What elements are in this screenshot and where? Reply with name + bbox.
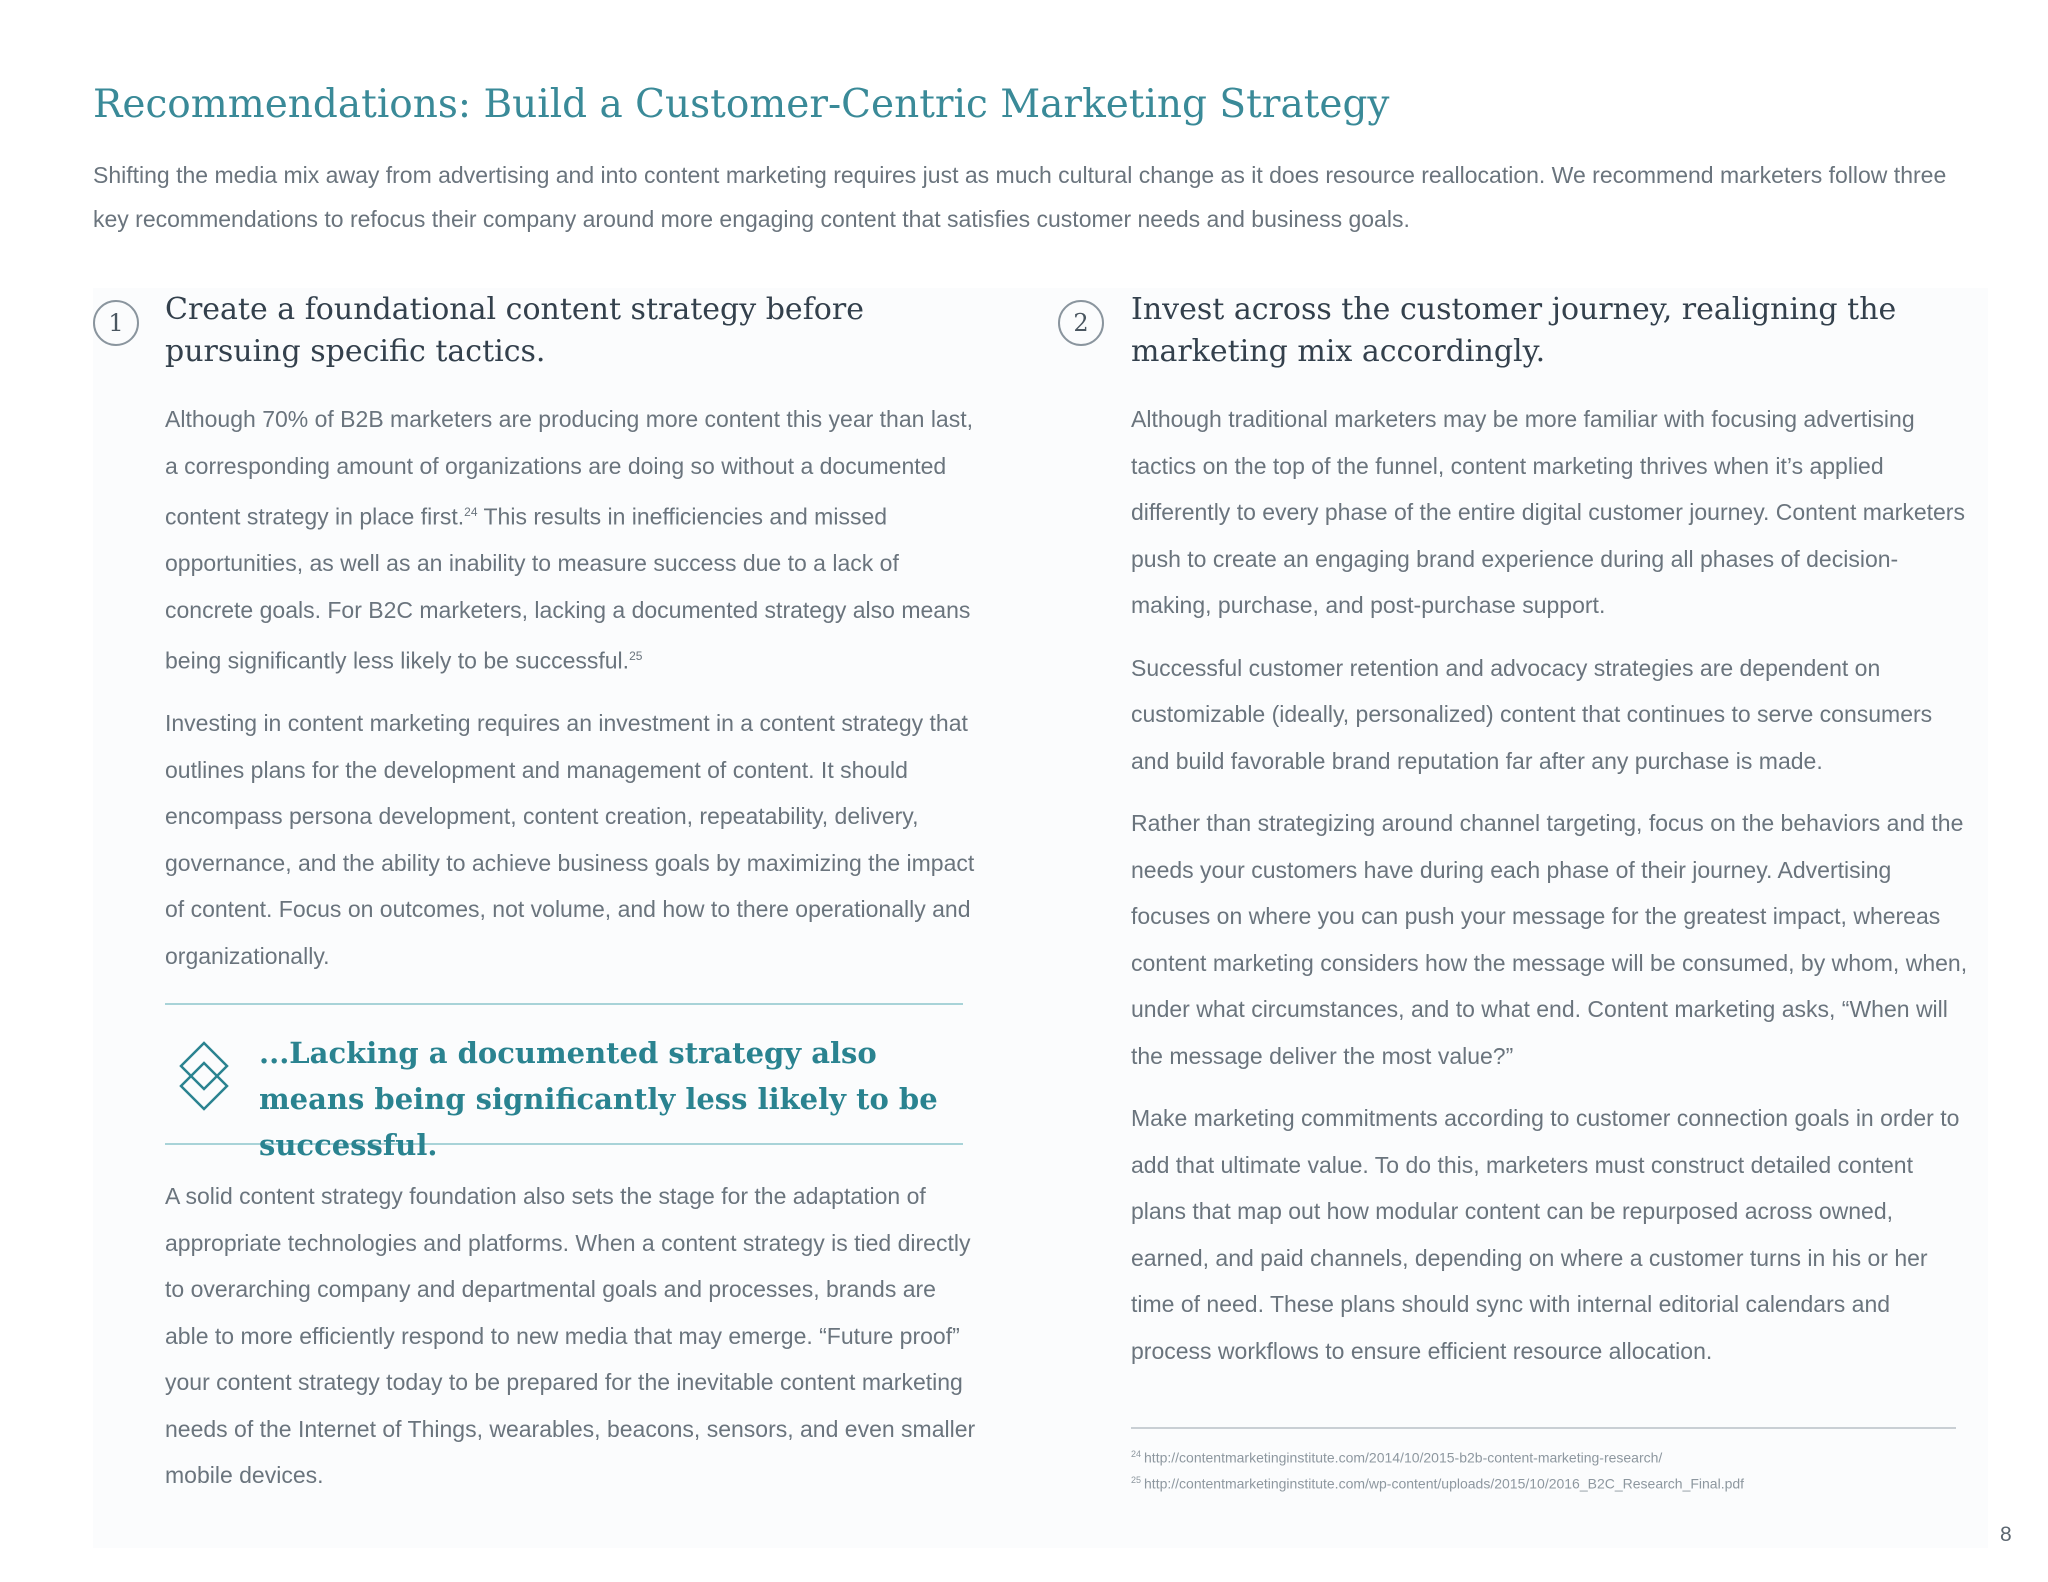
page-title: Recommendations: Build a Customer-Centric Marketing Strategy bbox=[93, 82, 1390, 127]
intro-paragraph: Shifting the media mix away from advertising and into content marketing requires just as much cultural change as it does resource reallocation. We recommend marketers follow three key recommendations to refocus their company around more engaging content that satisfies customer needs and business goals. bbox=[93, 162, 1947, 232]
section-1-body-bottom bbox=[165, 1173, 985, 1515]
section-2-heading: Invest across the customer journey, realigning the marketing mix accordingly. bbox=[1131, 292, 1897, 369]
diamond-icon bbox=[177, 1041, 231, 1111]
section-2-number-badge: 2 bbox=[1058, 300, 1104, 346]
pull-quote-callout bbox=[165, 1003, 963, 1162]
section-2-body bbox=[1131, 396, 1971, 1390]
section-1-number-badge: 1 bbox=[93, 300, 139, 346]
section-1-paragraph-1-part-a: Although 70% of B2B marketers are producing more content this year than last, a corresponding amount of organizations are doing so without a documented content strategy in place first. bbox=[165, 406, 973, 530]
section-1-paragraph-2: Investing in content marketing requires an investment in a content strategy that outlines plans for the development and management of content. It should encompass persona development, content creation, repeatability, delivery, governance, and the ability to achieve business goals by maximizing the impact of content. Focus on outcomes, not volume, and how to there operationally and organizationally. bbox=[165, 710, 975, 969]
section-2-paragraph-1: Although traditional marketers may be more familiar with focusing advertising tactics on the top of the funnel, content marketing thrives when it’s applied differently to every phase of the entire digital customer journey. Content marketers push to create an engaging brand experience during all phases of decision-making, purchase, and post-purchase support. bbox=[1131, 406, 1965, 618]
section-1-paragraph-3: A solid content strategy foundation also sets the stage for the adaptation of appropriate technologies and platforms. When a content strategy is tied directly to overarching company and departmental goals and processes, brands are able to more efficiently respond to new media that may emerge. “Future proof” your content strategy today to be prepared for the inevitable content marketing needs of the Internet of Things, wearables, beacons, sensors, and even smaller mobile devices. bbox=[165, 1183, 976, 1488]
pull-quote-text: ...Lacking a documented strategy also means being significantly less likely to be successful. bbox=[259, 1036, 938, 1162]
footnote-ref-25: 25 bbox=[629, 649, 643, 664]
footnote-25-number: 25 bbox=[1131, 1475, 1142, 1485]
section-2-paragraph-4: Make marketing commitments according to customer connection goals in order to add that ultimate value. To do this, marketers must construct detailed content plans that map out how modular content can be repurposed across owned, earned, and paid channels, depending on where a customer turns in his or her time of need. These plans should sync with internal editorial calendars and process workflows to ensure efficient resource allocation. bbox=[1131, 1105, 1960, 1364]
page-number: 8 bbox=[2000, 1523, 2012, 1546]
footnote-ref-24: 24 bbox=[464, 505, 478, 519]
footnote-divider bbox=[1131, 1427, 1956, 1429]
section-2-paragraph-2: Successful customer retention and advocacy strategies are dependent on customizable (ideally, personalized) content that continues to serve consumers and build favorable brand reputation far after any purchase is made. bbox=[1131, 654, 1933, 774]
footnote-24[interactable] bbox=[1131, 1449, 1662, 1466]
section-1-body-top bbox=[165, 396, 985, 995]
section-1-heading: Create a foundational content strategy before pursuing specific tactics. bbox=[165, 292, 864, 369]
footnote-25-link[interactable]: http://contentmarketinginstitute.com/wp-content/uploads/2015/10/2016_B2C_Research_Final.pdf bbox=[1144, 1475, 1745, 1492]
footnote-25[interactable] bbox=[1131, 1475, 1744, 1492]
section-2-paragraph-3: Rather than strategizing around channel targeting, focus on the behaviors and the needs your customers have during each phase of their journey. Advertising focuses on where you can push your message for the greatest impact, whereas content marketing considers how the message will be consumed, by whom, when, under what circumstances, and to what end. Content marketing asks, “When will the message deliver the most value?” bbox=[1131, 810, 1968, 1069]
section-1-paragraph-1-part-b: This results in inefficiencies and missed opportunities, as well as an inability to measure success due to a lack of concrete goals. For B2C marketers, lacking a documented strategy also means being significantly less likely to be successful. bbox=[165, 503, 971, 674]
footnote-24-number: 24 bbox=[1131, 1449, 1142, 1459]
footnote-24-link[interactable]: http://contentmarketinginstitute.com/2014/10/2015-b2b-content-marketing-research/ bbox=[1144, 1449, 1663, 1466]
section-1-paragraph-1 bbox=[165, 396, 985, 684]
